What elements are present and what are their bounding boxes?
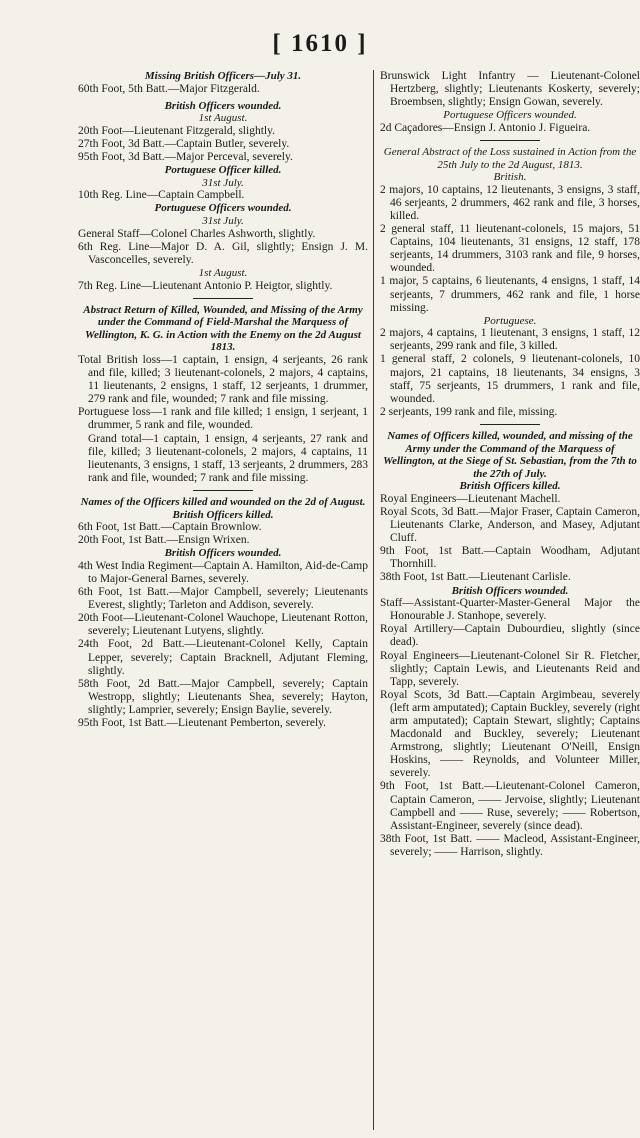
text-paragraph: 27th Foot, 3d Batt.—Captain Butler, severely. — [78, 137, 290, 150]
section-heading: British Officers wounded. — [164, 99, 282, 112]
section-heading: 1st August. — [198, 112, 248, 125]
text-paragraph: 6th Reg. Line—Major D. A. Gil, slightly; Ensign J. M. Vasconcelles, severely. — [78, 240, 368, 266]
text-paragraph: 2d Caçadores—Ensign J. Antonio J. Figueira. — [380, 121, 591, 134]
right-column — [380, 70, 640, 859]
text-paragraph: Total British loss—1 captain, 1 ensign, 4 serjeants, 26 rank and file, killed; 3 lieutenant-colonels, 2 majors, 4 captains, 11 lieutenants, 2 ensigns, 1 staff, 12 serjeants, 1 drummer, 279 rank and file, wounded; 7 rank and file missing. — [78, 353, 368, 406]
text-paragraph: 10th Reg. Line—Captain Campbell. — [78, 189, 245, 202]
left-column — [78, 70, 368, 730]
text-paragraph: 58th Foot, 2d Batt.—Major Campbell, severely; Captain Westropp, slightly; Lieutenants Shea, severely; Hayton, slightly; Lamprier, severely; Ensign Baylie, severely. — [78, 677, 368, 716]
section-heading: 1st August. — [198, 266, 248, 279]
text-paragraph: 95th Foot, 3d Batt.—Major Perceval, severely. — [78, 151, 293, 164]
section-heading: General Abstract of the Loss sustained in Action from the 25th July to the 2d August, 1813. — [383, 145, 637, 171]
text-paragraph: 24th Foot, 2d Batt.—Lieutenant-Colonel Kelly, Captain Lepper, severely; Captain Bracknell, Adjutant Fleming, slightly. — [78, 638, 368, 677]
text-paragraph: 6th Foot, 1st Batt.—Captain Brownlow. — [78, 521, 262, 534]
text-paragraph: 9th Foot, 1st Batt.—Lieutenant-Colonel Cameron, Captain Cameron, —— Jervoise, slightly; Lieutenant Campbell and —— Ruse, severely; —— Robertson, Assistant-Engineer, severely (since dead). — [380, 780, 640, 832]
text-paragraph: 7th Reg. Line—Lieutenant Antonio P. Heigtor, slightly. — [78, 279, 333, 292]
page-number: [ 1610 ] — [272, 30, 368, 57]
text-paragraph: Royal Engineers—Lieutenant-Colonel Sir R. Fletcher, slightly; Captain Lewis, and Lieutenants Reid and Tapp, severely. — [380, 649, 640, 688]
section-heading: British. — [493, 171, 527, 184]
text-paragraph: Staff—Assistant-Quarter-Master-General Major the Honourable J. Stanhope, severely. — [380, 597, 640, 623]
text-paragraph: Portuguese loss—1 rank and file killed; 1 ensign, 1 serjeant, 1 drummer, 5 rank and file, wounded. — [78, 406, 368, 432]
section-heading: British Officers wounded. — [451, 584, 569, 597]
section-heading: 31st July. — [202, 215, 244, 228]
text-paragraph: 2 majors, 4 captains, 1 lieutenant, 3 ensigns, 1 staff, 12 serjeants, 299 rank and file, 3 killed. — [380, 327, 640, 353]
text-paragraph: 2 majors, 10 captains, 12 lieutenants, 3 ensigns, 3 staff, 46 serjeants, 2 drummers, 462 rank and file, 3 horses, killed. — [380, 183, 640, 222]
text-paragraph: 38th Foot, 1st Batt. —— Macleod, Assistant-Engineer, severely; —— Harrison, slightly. — [380, 832, 640, 858]
section-heading: Portuguese Officers wounded. — [154, 202, 292, 215]
text-paragraph: 2 serjeants, 199 rank and file, missing. — [380, 405, 558, 418]
text-paragraph: Royal Artillery—Captain Dubourdieu, slightly (since dead). — [380, 623, 640, 649]
section-heading: Missing British Officers—July 31. — [144, 70, 302, 82]
section-heading: 31st July. — [202, 176, 244, 189]
section-heading: Portuguese Officers wounded. — [443, 109, 577, 122]
text-paragraph: 20th Foot—Lieutenant-Colonel Wauchope, Lieutenant Rotton, severely; Lieutenant Lutyens, slightly. — [78, 612, 368, 638]
text-paragraph: 95th Foot, 1st Batt.—Lieutenant Pemberton, severely. — [78, 717, 327, 729]
text-paragraph: Royal Scots, 3d Batt.—Captain Argimbeau, severely (left arm amputated); Captain Buckley, severely (right arm amputated); Captain Stewart, slightly; Captains Macdonald and Buckley, severely; Lieutenant Armstrong, slightly; Lieutenant O'Neill, Ensign Hoskins, —— Reynolds, and Volunteer Miller, severely. — [380, 688, 640, 780]
section-heading: Portuguese. — [483, 314, 537, 327]
text-paragraph: 6th Foot, 1st Batt.—Major Campbell, severely; Lieutenants Everest, slightly; Tarleton and Addison, severely. — [78, 586, 368, 612]
text-paragraph: 20th Foot—Lieutenant Fitzgerald, slightly. — [78, 124, 275, 137]
section-rule — [193, 490, 253, 491]
section-rule — [480, 424, 540, 425]
text-paragraph: 4th West India Regiment—Captain A. Hamilton, Aid-de-Camp to Major-General Barnes, severely. — [78, 559, 368, 585]
text-paragraph: 20th Foot, 1st Batt.—Ensign Wrixen. — [78, 534, 250, 547]
column-divider — [373, 70, 374, 1130]
text-paragraph: 38th Foot, 1st Batt.—Lieutenant Carlisle. — [380, 571, 571, 584]
section-heading: British Officers killed. — [172, 508, 274, 521]
text-paragraph: 2 general staff, 11 lieutenant-colonels, 15 majors, 51 Captains, 104 lieutenants, 31 ensigns, 12 staff, 178 serjeants, 14 drummers, 3103 rank and file, 9 horses, wounded. — [380, 223, 640, 275]
section-heading: British Officers killed. — [459, 480, 561, 493]
section-rule — [193, 298, 253, 299]
text-paragraph: Royal Engineers—Lieutenant Machell. — [380, 492, 561, 505]
text-paragraph: Brunswick Light Infantry — Lieutenant-Colonel Hertzberg, slightly; Lieutenants Koskerty, severely; Broembsen, slightly; Ensign Gowan, severely. — [380, 70, 640, 109]
section-heading: Abstract Return of Killed, Wounded, and Missing of the Army under the Command of Field-Marshal the Marquess of Wellington, K. G. in Action with the Enemy on the 2d August 1813. — [83, 303, 363, 354]
section-heading: Names of Officers killed, wounded, and missing of the Army under the Command of the Marquess of Wellington, at the Siege of St. Sebastian, from the 7th to the 27th of July. — [383, 429, 637, 480]
text-paragraph: Royal Scots, 3d Batt.—Major Fraser, Captain Cameron, Lieutenants Clarke, Anderson, and Masey, Adjutant Cluff. — [380, 506, 640, 545]
text-paragraph: 1 general staff, 2 colonels, 9 lieutenant-colonels, 10 majors, 21 captains, 18 lieutenants, 34 ensigns, 3 staff, 75 serjeants, 15 drummers, 1 rank and file, wounded. — [380, 353, 640, 405]
text-paragraph: 1 major, 5 captains, 6 lieutenants, 4 ensigns, 1 staff, 14 serjeants, 7 drummers, 462 rank and file, 1 horse missing. — [380, 275, 640, 314]
section-heading: British Officers wounded. — [164, 547, 282, 560]
section-heading: Names of the Officers killed and wounded on the 2d of August. — [80, 495, 366, 508]
text-paragraph: 60th Foot, 5th Batt.—Major Fitzgerald. — [78, 82, 260, 95]
section-heading: Portuguese Officer killed. — [164, 164, 282, 177]
text-paragraph: 9th Foot, 1st Batt.—Captain Woodham, Adjutant Thornhill. — [380, 545, 640, 571]
text-paragraph: General Staff—Colonel Charles Ashworth, slightly. — [78, 227, 316, 240]
text-paragraph: Grand total—1 captain, 1 ensign, 4 serjeants, 27 rank and file, killed; 3 lieutenant-colonels, 2 majors, 4 captains, 11 lieutenants, 3 ensigns, 1 staff, 13 serjeants, 2 drummers, 283 rank and file, wounded; 7 rank and file missing. — [88, 432, 368, 484]
section-rule — [480, 140, 540, 141]
